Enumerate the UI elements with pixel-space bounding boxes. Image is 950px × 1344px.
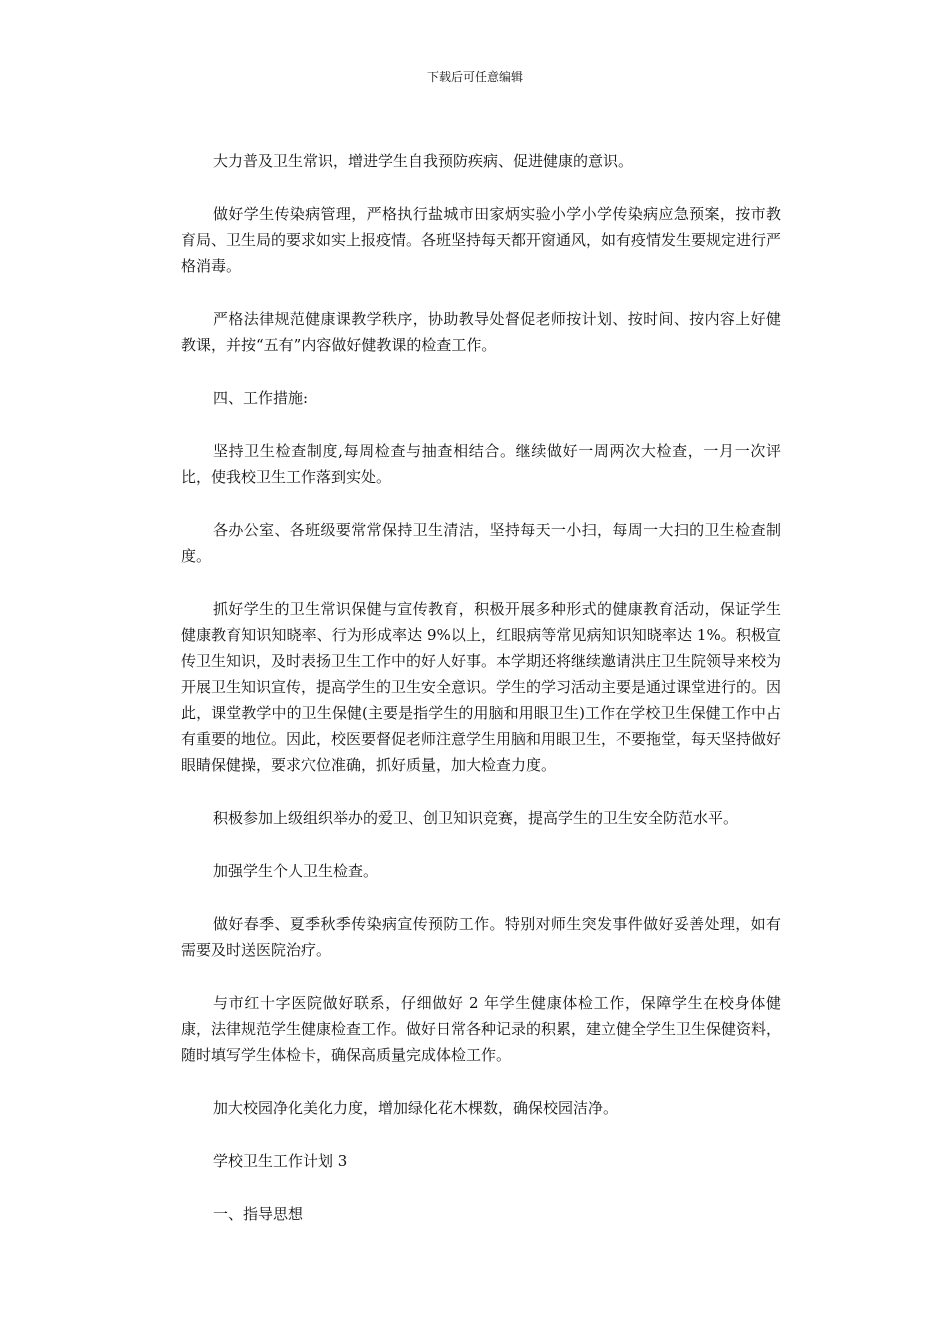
- paragraph: 做好学生传染病管理，严格执行盐城市田家炳实验小学小学传染病应急预案，按市教育局、卫生局的要求如实上报疫情。各班坚持每天都开窗通风，如有疫情发生要规定进行严格消毒。: [181, 205, 782, 275]
- paragraph: 抓好学生的卫生常识保健与宣传教育，积极开展多种形式的健康教育活动，保证学生健康教育知识知晓率、行为形成率达 9%以上，红眼病等常见病知识知晓率达 1%。积极宣传卫生知识，及时表扬卫生工作中的好人好事。本学期还将继续邀请洪庄卫生院领导来校为开展卫生知识宣传，提高学生的卫生安全意识。学生的学习活动主要是通过课堂进行的。因此，课堂教学中的卫生保健(主要是指学生的用脑和用眼卫生)工作在学校卫生保健工作中占有重要的地位。因此，校医要督促老师注意学生用脑和用眼卫生，不要拖堂，每天坚持做好眼睛保健操，要求穴位准确，抓好质量，加大检查力度。: [181, 600, 782, 774]
- paragraph: 加强学生个人卫生检查。: [213, 862, 379, 880]
- paragraph: 大力普及卫生常识，增进学生自我预防疾病、促进健康的意识。: [213, 152, 634, 170]
- paragraph: 与市红十字医院做好联系，仔细做好 2 年学生健康体检工作，保障学生在校身体健康，法律规范学生健康检查工作。做好日常各种记录的积累，建立健全学生卫生保健资料，随时填写学生体检卡，确保高质量完成体检工作。: [181, 994, 782, 1064]
- document-body: [181, 148, 781, 1254]
- paragraph: 坚持卫生检查制度,每周检查与抽查相结合。继续做好一周两次大检查，一月一次评比，使我校卫生工作落到实处。: [181, 442, 781, 486]
- page-header: 下载后可任意编辑: [426, 70, 523, 84]
- paragraph: 加大校园净化美化力度，增加绿化花木棵数，确保校园洁净。: [213, 1099, 619, 1117]
- paragraph: 做好春季、夏季秋季传染病宣传预防工作。特别对师生突发事件做好妥善处理，如有需要及时送医院治疗。: [181, 915, 781, 959]
- document-subtitle: 学校卫生工作计划 3: [213, 1152, 348, 1170]
- section-heading: 四、工作措施:: [213, 389, 309, 407]
- paragraph: 严格法律规范健康课教学秩序，协助教导处督促老师按计划、按时间、按内容上好健教课，并按“五有”内容做好健教课的检查工作。: [181, 310, 781, 354]
- paragraph: 积极参加上级组织举办的爱卫、创卫知识竞赛，提高学生的卫生安全防范水平。: [213, 809, 739, 827]
- paragraph: 各办公室、各班级要常常保持卫生清洁，坚持每天一小扫，每周一大扫的卫生检查制度。: [181, 521, 781, 565]
- section-heading: 一、指导思想: [213, 1205, 304, 1223]
